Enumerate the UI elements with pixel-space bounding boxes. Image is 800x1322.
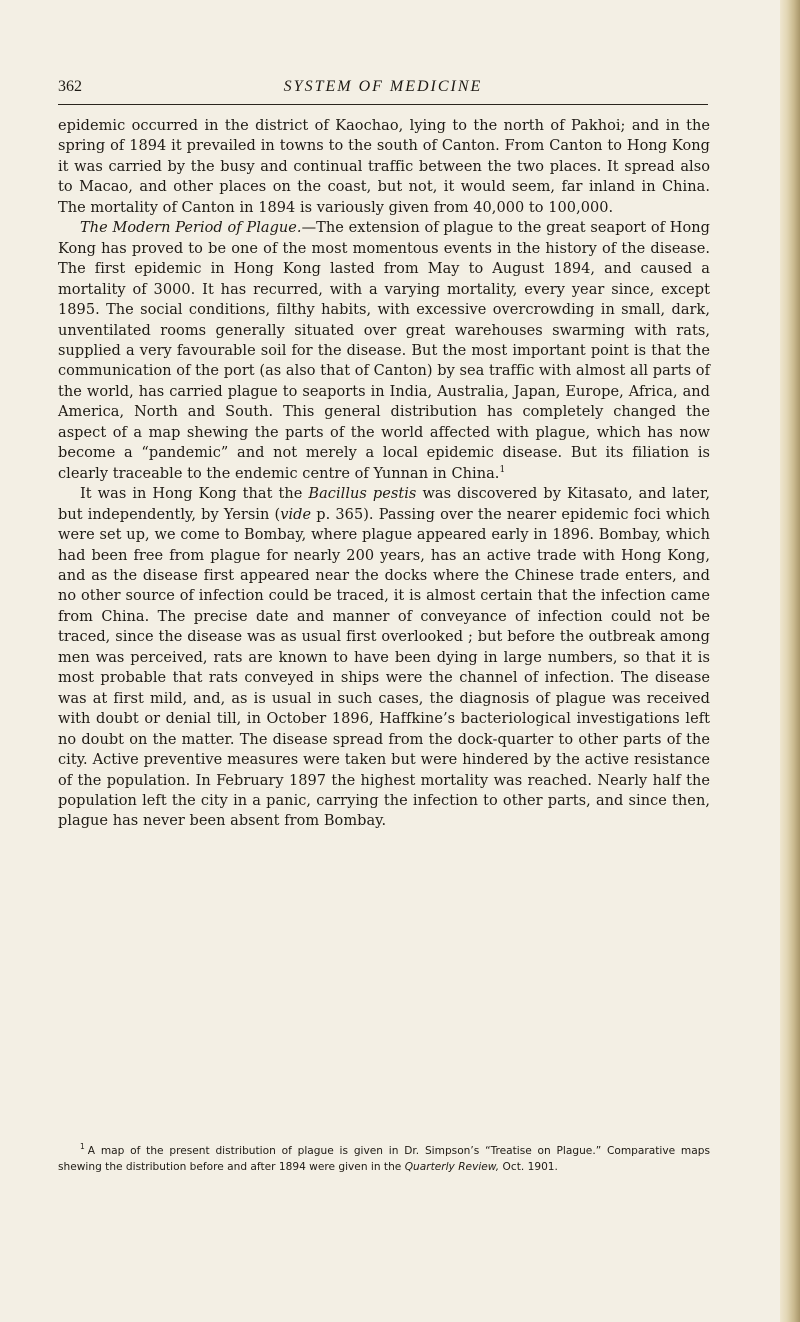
paragraph-bombay (58, 484, 710, 832)
paragraph-text: It was in Hong Kong that the (80, 486, 309, 503)
page-header (58, 76, 708, 105)
paragraph-modern-period (58, 218, 710, 484)
paragraph-text: p. 365). Passing over the nearer epidemic foci which were set up, we come to Bombay, where plague appeared early in 1896. Bombay, which had been free from plague for nearly 200 years, has an active trade with Hong Kong, and as the disease first appeared near the docks where the Chinese trade enters, and no other source of infection could be traced, it is almost certain that the infection came from China. The precise date and manner of conveyance of infection could not be traced, since the disease was as usual first overlooked ; but before the outbreak among men was perceived, rats are known to have been dying in large numbers, so that it is most probable that rats conveyed in ships were the channel of infection. The disease was at first mild, and, as is usual in such cases, the diagnosis of plague was received with doubt or denial till, in October 1896, Haffkine’s bacteriological investigations left no doubt on the matter. The disease spread from the dock-quarter to other parts of the city. Active preventive measures were taken but were hindered by the active resistance of the population. In February 1897 the highest mortality was reached. Nearly half the population left the city in a panic, carrying the infection to other parts, and since then, plague has never been absent from Bombay. (58, 506, 710, 830)
paragraph-canton (58, 116, 710, 218)
footnote (58, 1144, 710, 1175)
paragraph-text: epidemic occurred in the district of Kaochao, lying to the north of Pakhoi; and in the spring of 1894 it prevailed in towns to the south of Canton. From Canton to Hong Kong it was carried by the busy and continual traffic between the two places. It spread also to Macao, and other places on the coast, but not, it would seem, far inland in China. The mortality of Canton in 1894 is variously given from 40,000 to 100,000. (58, 118, 710, 216)
footnote-text: Oct. 1901. (499, 1160, 558, 1173)
footnote-text: A map of the present distribution of plague is given in Dr. Simpson’s “Treatise on Plague.” Comparative maps shewing the distribution before and after 1894 were given in the (58, 1145, 710, 1173)
section-heading: The Modern Period of Plague. (80, 220, 302, 237)
paragraph-text: was discovered by Kitasato, and later, but independently, by Yersin ( (58, 486, 711, 523)
page-number: 362 (58, 78, 82, 95)
page-edge-shadow (780, 0, 800, 1322)
paragraph-text: —The extension of plague to the great seaport of Hong Kong has proved to be one of the most momentous events in the history of the disease. The first epidemic in Hong Kong lasted from May to August 1894, and caused a mortality of 3000. It has recurred, with a varying mortality, every year since, except 1895. The social conditions, filthy habits, with excessive overcrowding in small, dark, unventilated rooms generally situated over great warehouses swarming with rats, supplied a very favourable soil for the disease. But the most important point is that the communication of the port (as also that of Canton) by sea traffic with almost all parts of the world, has carried plague to seaports in India, Australia, Japan, Europe, Africa, and America, North and South. This general distribution has completely changed the aspect of a map shewing the parts of the world affected with plague, which has now become a “pandemic” and not merely a local epidemic disease. But its filiation is clearly traceable to the endemic centre of Yunnan in China. (58, 220, 710, 482)
running-title: SYSTEM OF MEDICINE (283, 78, 483, 95)
footnote-reference: 1 (499, 464, 506, 475)
vide-reference: vide (280, 506, 312, 523)
journal-title: Quarterly Review, (404, 1160, 500, 1173)
bacillus-name: Bacillus pestis (308, 486, 417, 503)
main-text (58, 116, 710, 832)
footnote-mark: 1 (80, 1142, 85, 1152)
